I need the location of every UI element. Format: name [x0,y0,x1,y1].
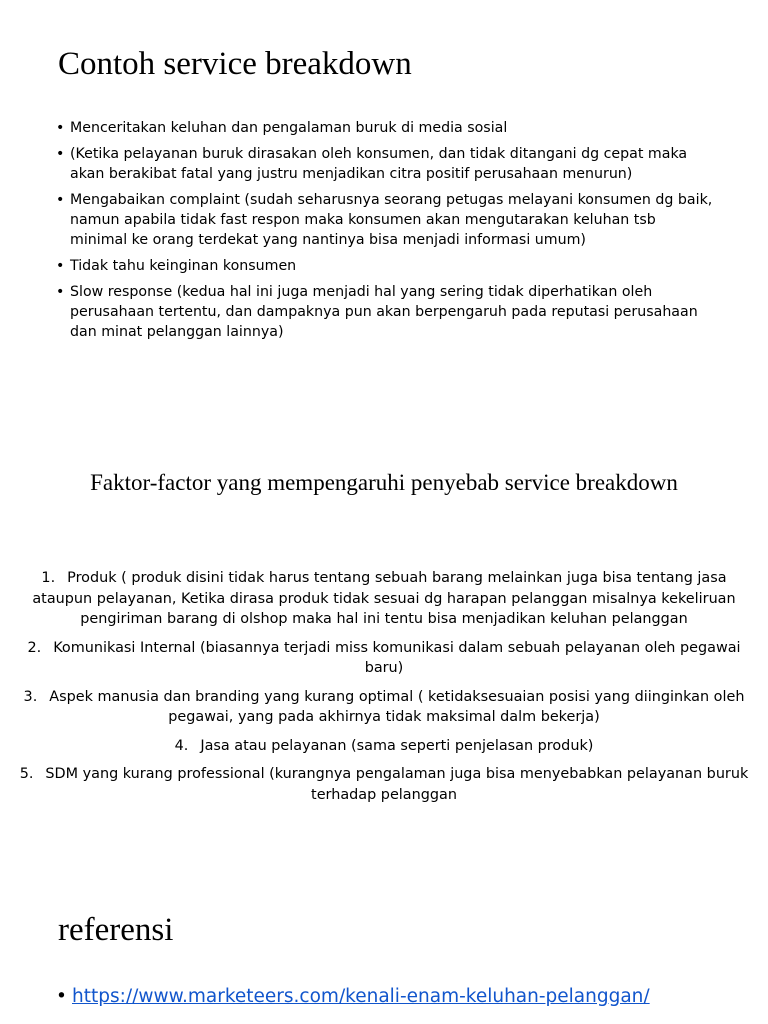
bullet-dot-icon: • [56,192,65,208]
bullet-text: Slow response (kedua hal ini juga menjadi hal yang sering tidak diperhatikan oleh perusahaan tertentu, dan dampaknya pun akan berpengaruh pada reputasi perusahaan dan minat pelanggan lainnya) [70,284,698,340]
factor-text: Jasa atau pelayanan (sama seperti penjelasan produk) [200,737,594,754]
bullet-dot-icon: • [56,120,65,136]
slide-title: Contoh service breakdown [58,46,412,82]
factor-number: 3. [23,688,38,705]
factor-item [10,736,758,757]
bullet-dot-icon: • [56,146,65,162]
bullet-item [56,144,716,184]
factor-text: SDM yang kurang professional (kurangnya pengalaman juga bisa menyebabkan pelayanan buruk terhadap pelanggan [45,766,749,803]
factor-item [10,687,758,728]
factors-heading: Faktor-factor yang mempengaruhi penyebab service breakdown [90,470,678,495]
factor-number: 4. [174,737,189,754]
references-list [56,982,768,1012]
bullet-item [56,190,716,250]
references-heading: referensi [58,912,174,948]
factor-number: 1. [41,570,56,586]
factor-text: Produk ( produk disini tidak harus tentang sebuah barang melainkan juga bisa tentang jasa ataupun pelayanan, Ketika dirasa produk tidak sesuai dg harapan pelanggan misalnya kekeliruan pengiriman barang di olshop maka hal ini tentu bisa menjadikan keluhan pelanggan [32,570,736,627]
bullet-dot-icon: • [56,258,65,274]
breakdown-bullet-list [56,118,716,348]
bullet-text: Menceritakan keluhan dan pengalaman buruk di media sosial [70,120,508,136]
factor-item [10,764,758,805]
bullet-text: Mengabaikan complaint (sudah seharusnya seorang petugas melayani konsumen dg baik, namun apabila tidak fast respon maka konsumen akan mengutarakan keluhan tsb minimal ke orang terdekat yang nantinya bisa menjadi informasi umum) [70,192,713,248]
bullet-dot-icon: • [56,986,67,1007]
reference-link[interactable]: https://www.marketeers.com/kenali-enam-keluhan-pelanggan/ [72,986,650,1007]
factor-item [10,638,758,679]
factors-numbered-list [10,568,758,813]
bullet-item [56,118,716,138]
factor-item [10,568,758,630]
factor-text: Komunikasi Internal (biasannya terjadi miss komunikasi dalam sebuah pelayanan oleh pegawai baru) [53,639,741,676]
bullet-item [56,282,716,342]
reference-item [56,982,768,1012]
factor-text: Aspek manusia dan branding yang kurang optimal ( ketidaksesuaian posisi yang diinginkan oleh pegawai, yang pada akhirnya tidak maksimal dalm bekerja) [49,688,745,725]
bullet-dot-icon: • [56,284,65,300]
bullet-text: (Ketika pelayanan buruk dirasakan oleh konsumen, dan tidak ditangani dg cepat maka akan berakibat fatal yang justru menjadikan citra positif perusahaan menurun) [70,146,688,182]
factor-number: 2. [27,639,42,656]
factor-number: 5. [19,766,34,782]
bullet-item [56,256,716,276]
bullet-text: Tidak tahu keinginan konsumen [70,258,297,274]
